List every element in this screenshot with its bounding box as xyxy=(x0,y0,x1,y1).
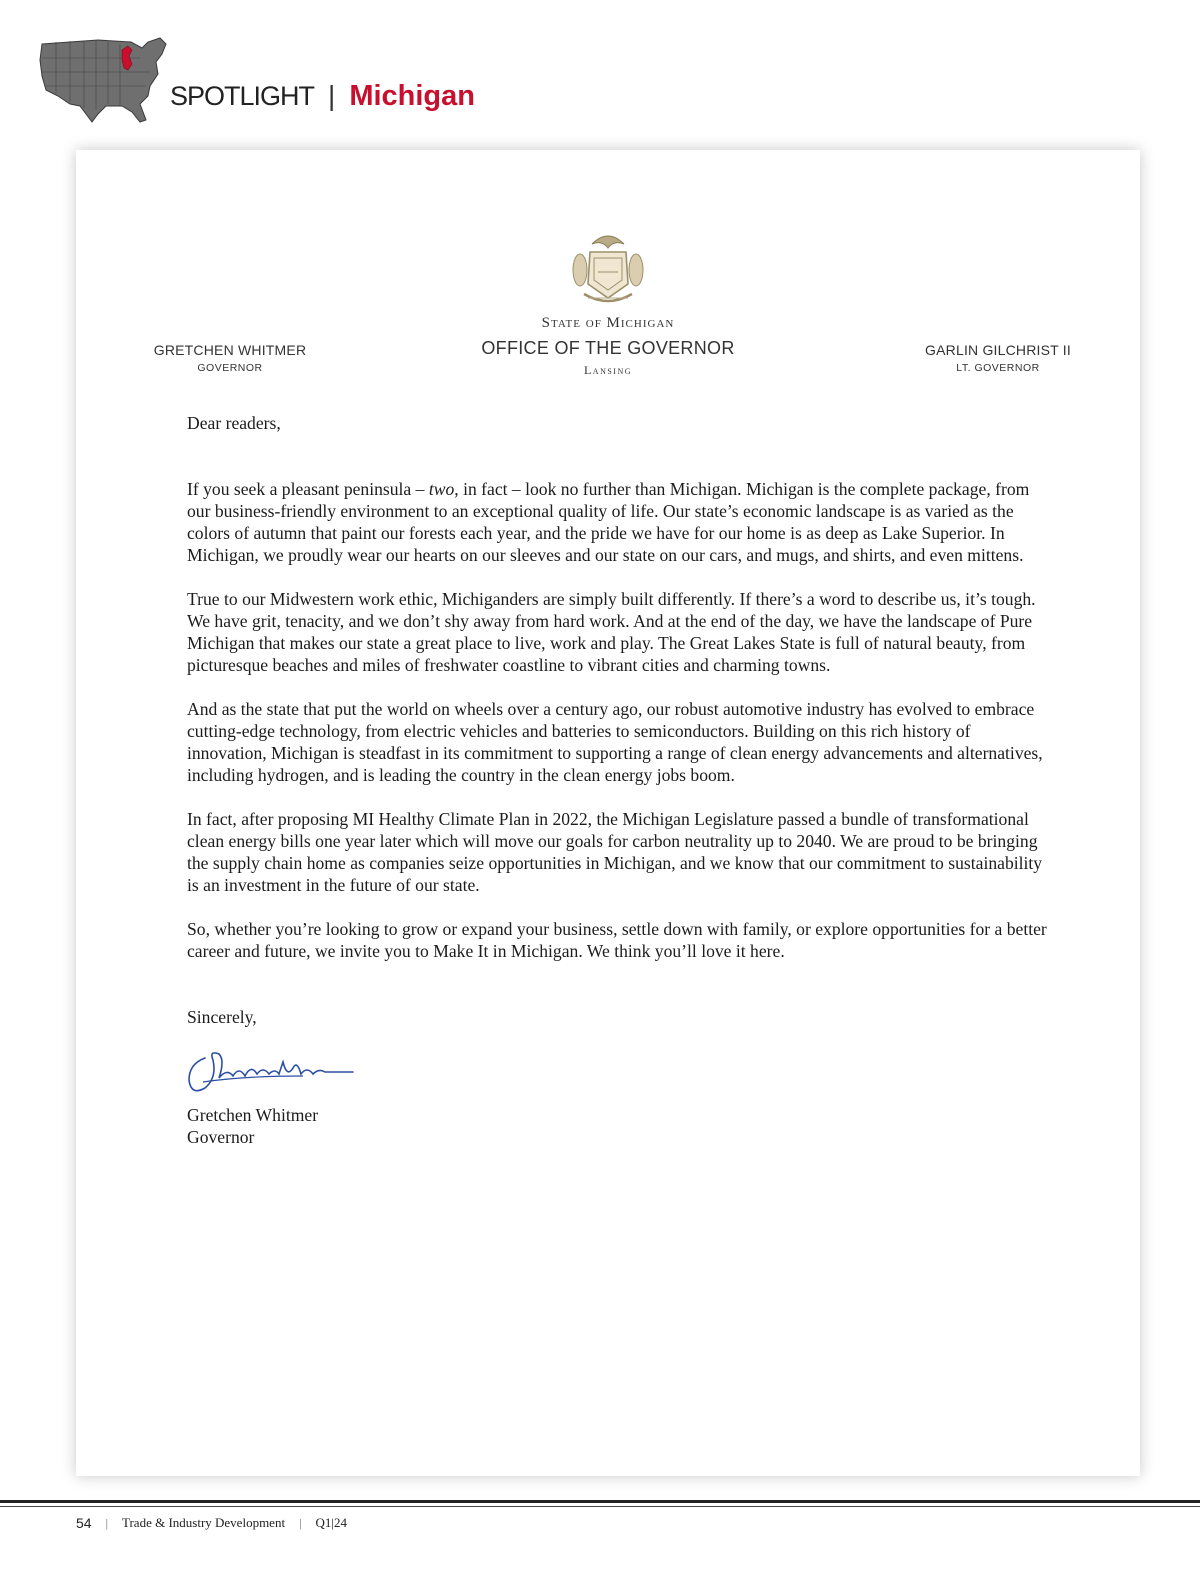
paragraph-1 xyxy=(187,478,1047,566)
section-label: SPOTLIGHT xyxy=(170,80,315,111)
letter-body xyxy=(187,412,1047,1148)
footer-rule-thin xyxy=(0,1506,1200,1507)
paragraph-1-start: If you seek a pleasant peninsula – xyxy=(187,479,429,499)
letterhead-governor xyxy=(110,342,350,374)
issue-label: Q1|24 xyxy=(315,1515,347,1530)
letterhead-lt-governor xyxy=(878,342,1118,374)
publication-name: Trade & Industry Development xyxy=(121,1515,286,1530)
page-number: 54 xyxy=(76,1515,92,1531)
signature xyxy=(183,1038,363,1104)
lt-governor-name: GARLIN GILCHRIST II xyxy=(925,342,1071,358)
signer-title: Governor xyxy=(187,1127,255,1147)
page-footer xyxy=(76,1512,347,1534)
closing: Sincerely, xyxy=(187,1007,257,1027)
michigan-state-seal-icon xyxy=(570,222,646,310)
signer-name: Gretchen Whitmer xyxy=(187,1105,319,1125)
footer-separator-2: | xyxy=(299,1515,302,1530)
paragraph-5: So, whether you’re looking to grow or expand your business, settle down with family, or explore opportunities for a better career and future, we invite you to Make It in Michigan. We think you’ll love it here. xyxy=(187,919,1047,961)
footer-rule xyxy=(0,1500,1200,1503)
paragraph-1-end: , in fact – look no further than Michigan. Michigan is the complete package, from our business-friendly environment to an exceptional quality of life. Our state’s economic landscape is as varied as the colors of autumn that paint our forests each year, and the pride we have for our home is as deep as Lake Superior. In Michigan, we proudly wear our hearts on our sleeves and our state on our cars, and mugs, and shirts, and even mittens. xyxy=(187,479,1030,565)
letterhead-office: OFFICE OF THE GOVERNOR xyxy=(481,338,735,358)
letterhead-city: Lansing xyxy=(583,363,633,377)
letterhead-state: State of Michigan xyxy=(541,315,675,331)
paragraph-4: In fact, after proposing MI Healthy Climate Plan in 2022, the Michigan Legislature passed a bundle of transformational clean energy bills one year later which will move our goals for carbon neutrality up to 2040. We are proud to be bringing the supply chain home as companies seize opportunities in Michigan, and we know that our commitment to sustainability is an investment in the future of our state. xyxy=(187,809,1043,895)
governor-title: GOVERNOR xyxy=(197,362,263,374)
us-map-icon xyxy=(36,34,174,126)
section-heading xyxy=(170,78,475,114)
paragraph-3: And as the state that put the world on wheels over a century ago, our robust automotive industry has evolved to embrace cutting-edge technology, from electric vehicles and batteries to semiconductors. Building on this rich history of innovation, Michigan is steadfast in its commitment to supporting a range of clean energy advancements and alternatives, including hydrogen, and is leading the country in the clean energy jobs boom. xyxy=(187,699,1043,785)
salutation: Dear readers, xyxy=(187,413,281,433)
paragraph-1-emphasis: two xyxy=(428,479,455,499)
paragraph-2: True to our Midwestern work ethic, Michiganders are simply built differently. If there’s a word to describe us, it’s tough. We have grit, tenacity, and we don’t shy away from hard work. And at the end of the day, we have the landscape of Pure Michigan that makes our state a great place to live, work and play. The Great Lakes State is full of natural beauty, from picturesque beaches and miles of freshwater coastline to vibrant cities and charming towns. xyxy=(187,589,1036,675)
footer-separator: | xyxy=(105,1515,108,1530)
letter-sheet xyxy=(76,150,1140,1476)
heading-separator: | xyxy=(328,80,336,111)
lt-governor-title: LT. GOVERNOR xyxy=(956,362,1040,374)
state-name: Michigan xyxy=(349,79,475,112)
governor-name: GRETCHEN WHITMER xyxy=(153,342,307,358)
